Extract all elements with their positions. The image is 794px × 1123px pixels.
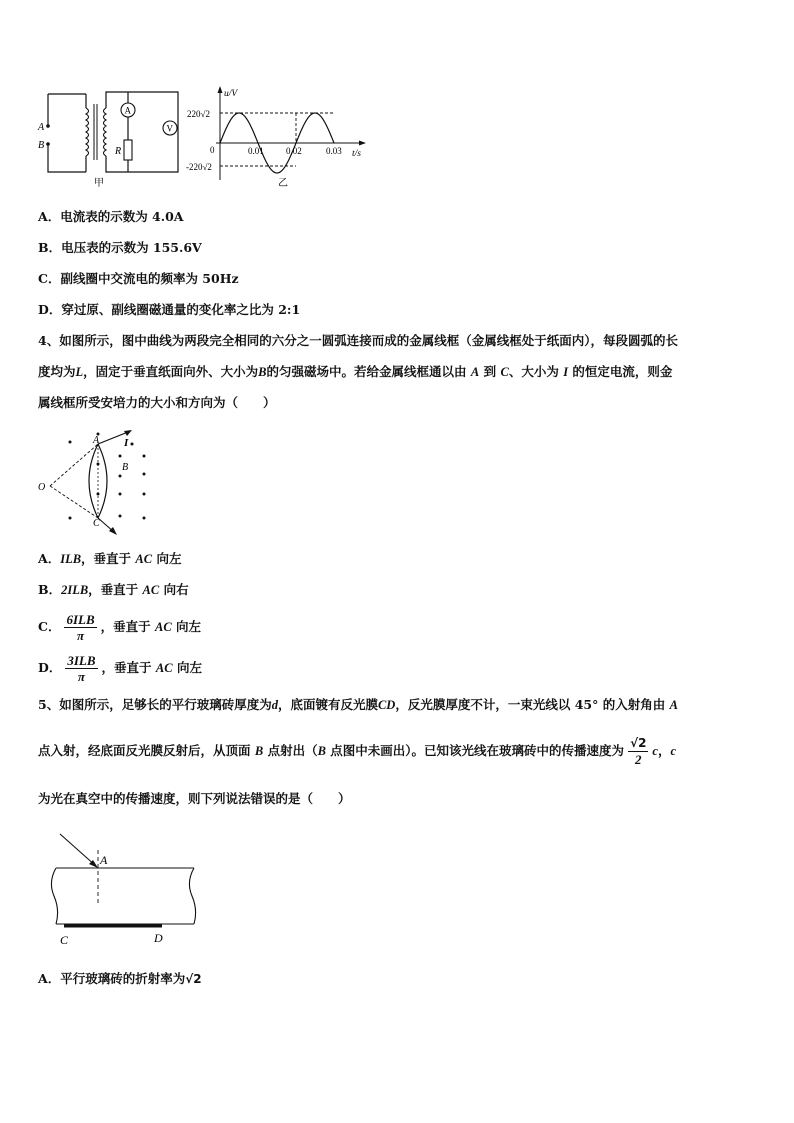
x-tick-2: 0.02 [286, 146, 302, 156]
point-o-label: O [38, 482, 46, 493]
q4-option-c[interactable]: C． $\frac{\text{6ILB}}{\pi}$ ，垂直于 AC 向左 [38, 612, 202, 643]
point-d-label: D [154, 931, 163, 945]
q3-option-a[interactable]: A．电流表的示数为 4.0A [38, 209, 184, 224]
y-max-label: 220√2 [187, 109, 210, 119]
q4-stem-line-1: 4、如图所示，图中曲线为两段完全相同的六分之一圆弧连接而成的金属线框（金属线框处于纸面内），每段圆弧的长 [38, 333, 678, 348]
fraction-6ilb-pi: $\frac{\text{6ILB}}{\pi}$ [66, 612, 95, 643]
fraction-sqrt2-over-2: $\frac{√2}{2}$ [630, 736, 647, 767]
point-a-label: A [93, 435, 100, 446]
fraction-3ilb-pi: $\frac{\text{3ILB}}{\pi}$ [67, 653, 96, 684]
q4-option-b[interactable]: B．2ILB，垂直于 AC 向右 [38, 582, 189, 597]
q3-option-c[interactable]: C．副线圈中交流电的频率为 50Hz [38, 271, 239, 286]
caption-jia: 甲 [94, 178, 104, 188]
caption-yi: 乙 [278, 178, 288, 189]
figure-glass-slab [44, 826, 204, 950]
q5-stem-line-2: 点入射，经底面反光膜反射后，从顶面 B 点射出（B 点图中未画出）。已知该光线在玻璃砖中的传播速度为 $\frac{√2}{2}$ c，c [38, 736, 677, 767]
point-a-label: A [100, 853, 108, 867]
terminal-a-label: A [38, 122, 45, 133]
ammeter-label: A [124, 105, 131, 116]
y-min-label: -220√2 [186, 162, 212, 172]
field-b-label: B [122, 462, 129, 473]
voltmeter-label: V [166, 123, 173, 134]
q5-option-a[interactable]: A．平行玻璃砖的折射率为√2 [38, 971, 202, 986]
point-c-label: C [93, 518, 100, 529]
resistor-label: R [115, 146, 122, 157]
q3-option-d[interactable]: D．穿过原、副线圈磁通量的变化率之比为 2:1 [38, 302, 301, 317]
x-tick-3: 0.03 [326, 146, 342, 156]
terminal-b-label: B [38, 140, 45, 151]
current-i-label: I [124, 437, 129, 449]
figure-voltage-waveform [186, 86, 376, 190]
origin-label: 0 [210, 145, 215, 155]
figure-arc-frame [36, 426, 156, 538]
figure-transformer-circuit [36, 86, 186, 188]
q4-stem-line-2: 度均为L，固定于垂直纸面向外、大小为B的匀强磁场中。若给金属线框通以由 A 到 C、大小为 I 的恒定电流，则金 [38, 364, 673, 379]
x-tick-1: 0.01 [248, 146, 264, 156]
q4-option-d[interactable]: D． $\frac{\text{3ILB}}{\pi}$ ，垂直于 AC 向左 [38, 653, 202, 684]
q3-option-b[interactable]: B．电压表的示数为 155.6V [38, 240, 202, 255]
y-axis-label: u/V [224, 89, 238, 99]
q4-option-a[interactable]: A．ILB，垂直于 AC 向左 [38, 551, 182, 566]
point-c-label: C [60, 933, 69, 947]
q4-stem-line-3: 属线框所受安培力的大小和方向为（ ） [38, 395, 276, 410]
x-axis-label: t/s [352, 149, 361, 159]
q5-stem-line-1: 5、如图所示，足够长的平行玻璃砖厚度为d，底面镀有反光膜CD，反光膜厚度不计，一束光线以 45° 的入射角由 A [38, 697, 678, 712]
q5-stem-line-3: 为光在真空中的传播速度，则下列说法错误的是（ ） [38, 791, 351, 806]
